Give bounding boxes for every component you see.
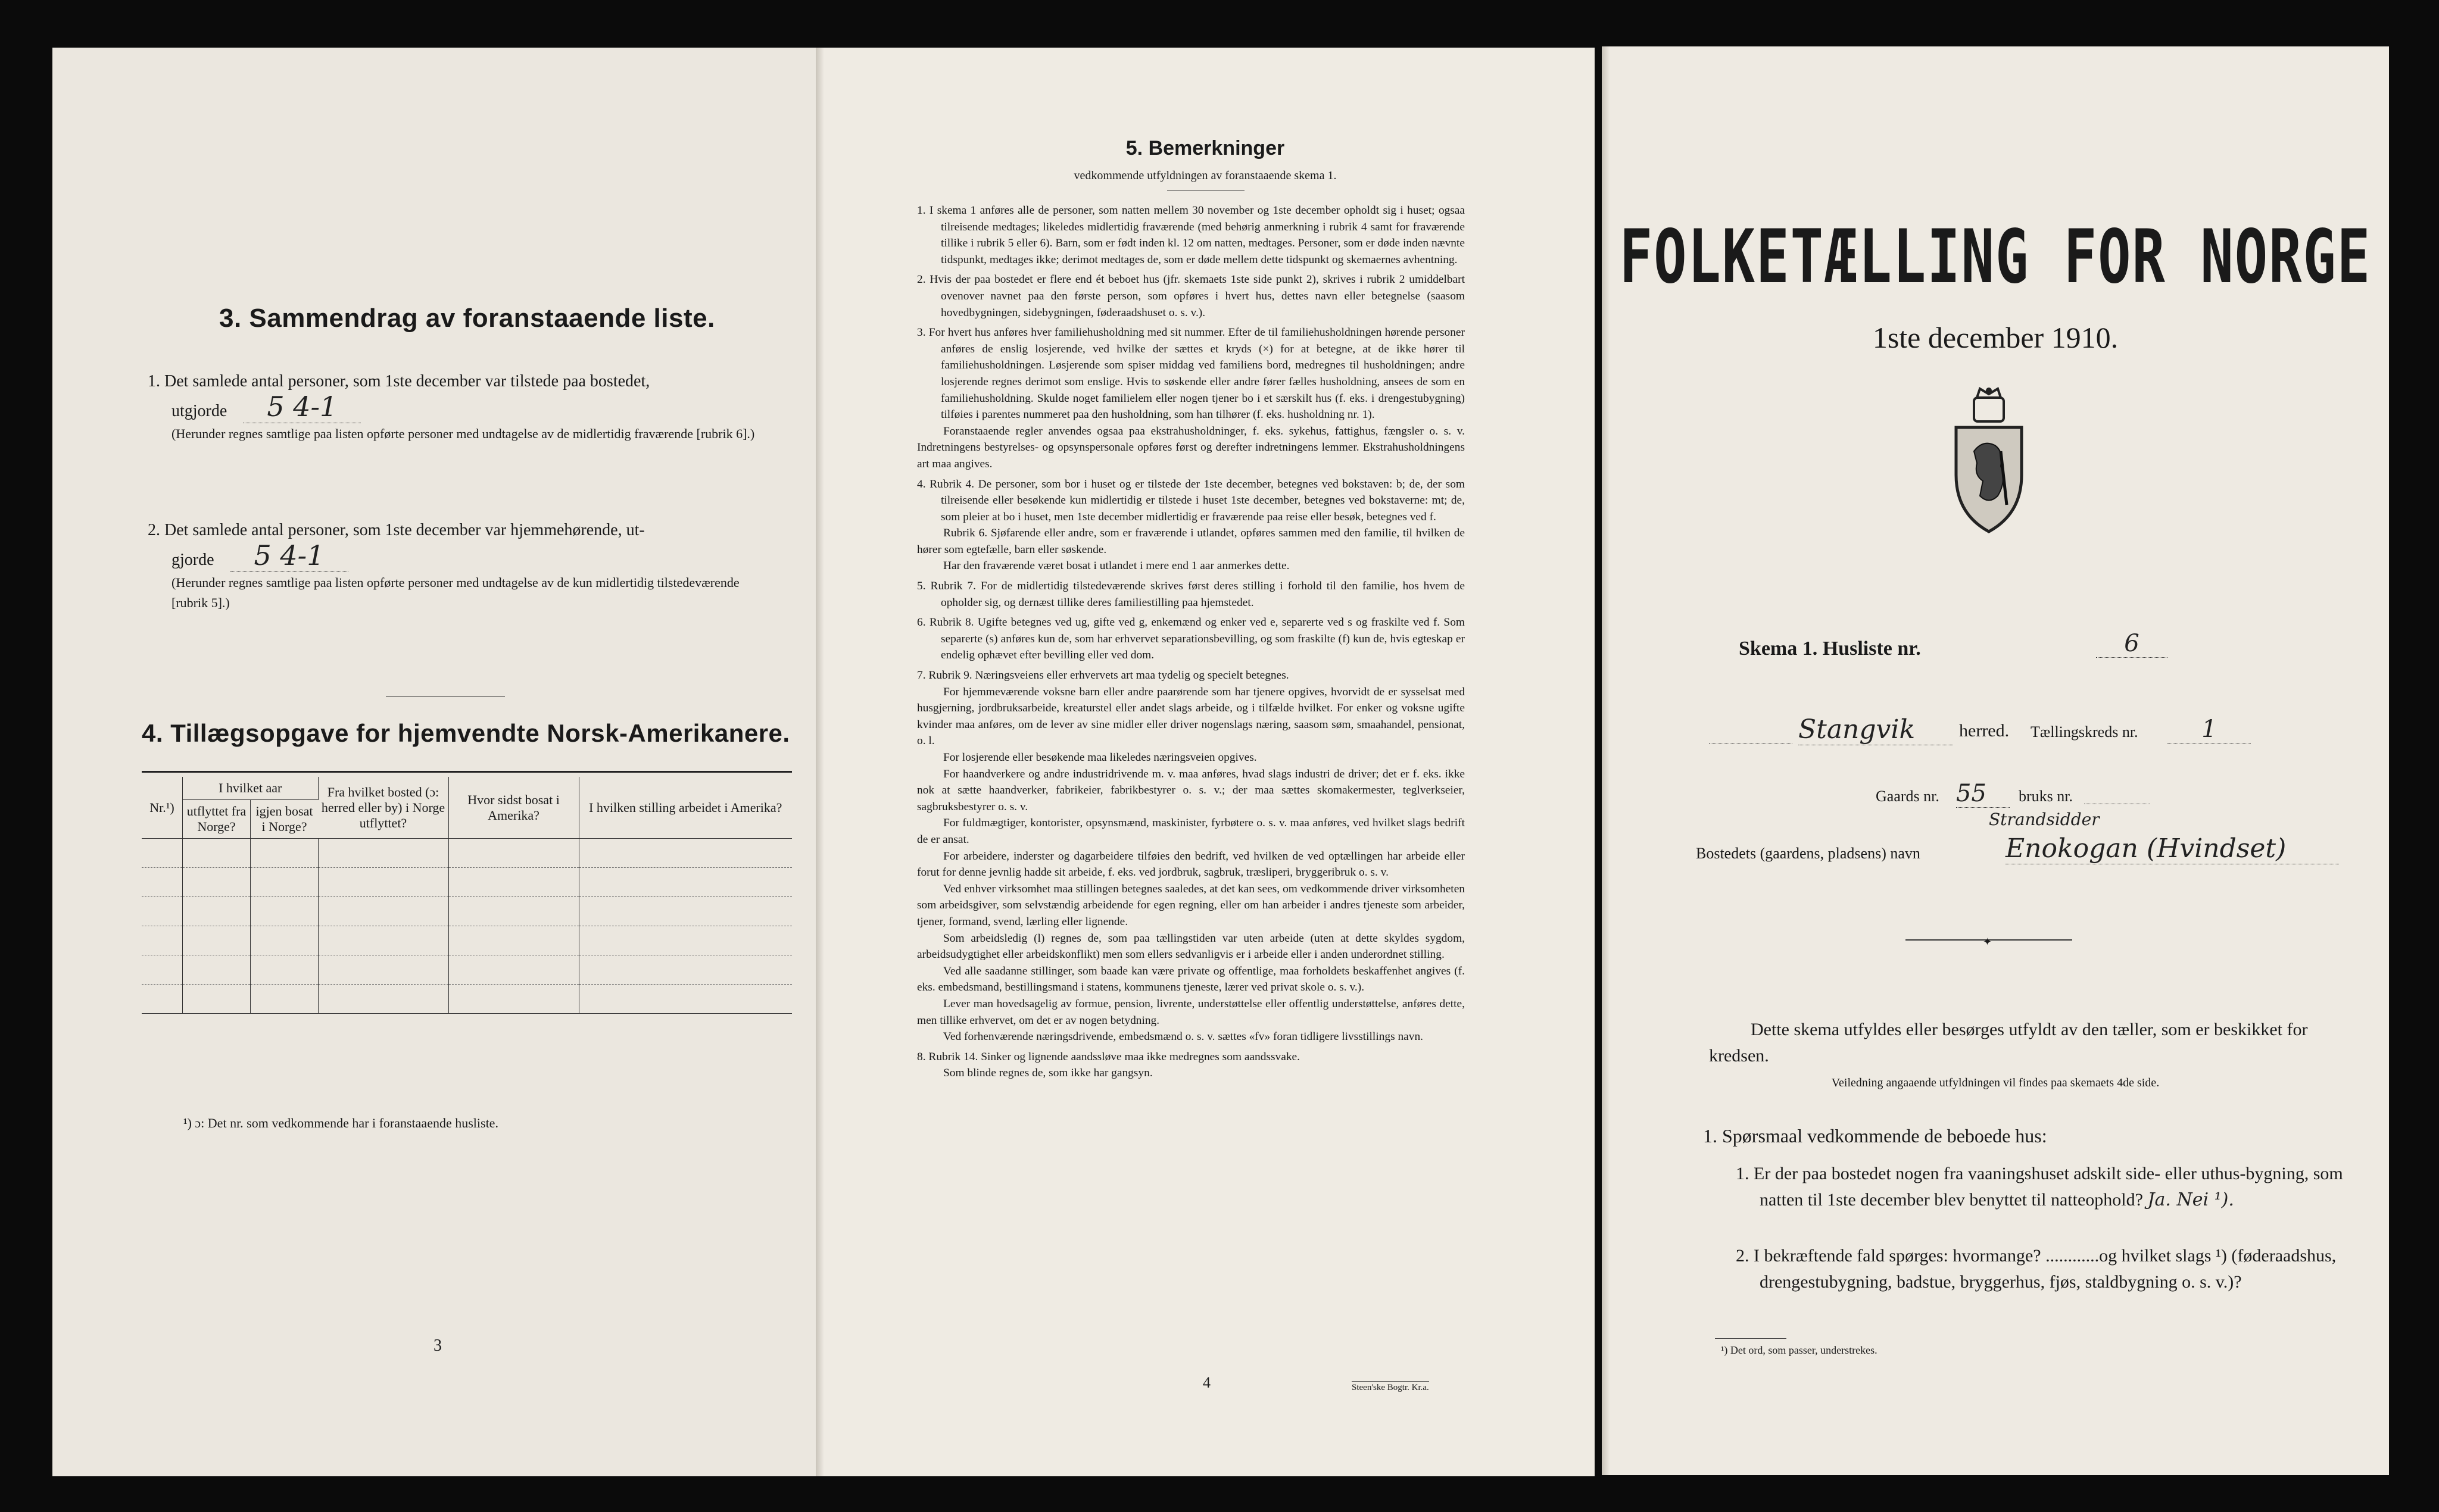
bosted-row [1696, 833, 2381, 874]
remark-paragraph: Ved forhenværende næringsdrivende, embedsmænd o. s. v. sættes «fv» foran tidligere livsstillings navn. [943, 1030, 1424, 1044]
remark-paragraph: 7. Rubrik 9. Næringsveiens eller erhvervets art maa tydelig og specielt betegnes. [917, 669, 1289, 682]
remark-paragraph: Ved alle saadanne stillinger, som baade kan være private og offentlige, maa forholdets beskaffenhet angives (f. eks. embedsmand, bestillingsmand i statens, kommunens tjeneste, lærer ved privat skole o. s. v.). [917, 964, 1465, 994]
gaard-row [1876, 780, 2352, 813]
remark-paragraph: 1. I skema 1 anføres alle de personer, som natten mellem 30 november og 1ste december opholdt sig i huset; ogsaa tilreisende medtages; likeledes midlertidig fraværende (med behørig anmerkning i rubrik 4 samt for fraværende tillike i rubrik 5 eller 6). Barn, som er født inden kl. 12 om natten, medtages. Personer, som er døde inden nævnte tidspunkt, medtages ikke; derimot medtages de, som er døde mellem dette tidspunkt og skemaernes avhentning. [917, 204, 1465, 266]
census-title: FOLKETÆLLING FOR NORGE [1619, 214, 2372, 300]
intro-text: Dette skema utfyldes eller besørges utfyldt av den tæller, som er beskikket for kredsen. [1709, 1020, 2308, 1066]
remark-paragraph: Lever man hovedsagelig av formue, pension, livrente, understøttelse eller offentlig understøttelse, anføres dette, men tillike erhvervet, om det er av nogen betydning. [917, 997, 1465, 1027]
item1-line1: 1. Det samlede antal personer, som 1ste december var tilstede paa bostedet, [148, 372, 650, 391]
remark-paragraph: Som blinde regnes de, som ikke har gangsyn. [943, 1067, 1153, 1080]
section3-item2 [148, 518, 803, 613]
table-row [142, 839, 792, 868]
herred-label: herred. [1959, 721, 2010, 741]
section3-item1 [148, 369, 803, 444]
item2-value: 5 4-1 [230, 539, 348, 572]
q1-1-text: 1. Er der paa bostedet nogen fra vaaningshuset adskilt side- eller uthus-bygning, som natten til 1ste december blev benyttet til natteophold? [1736, 1164, 2343, 1210]
item1-line2: utgjorde [171, 402, 227, 420]
remark-paragraph: 8. Rubrik 14. Sinker og lignende aandssløve maa ikke medregnes som aandssvake. [917, 1050, 1300, 1063]
herred-value: Stangvik [1798, 714, 1953, 745]
section3-title: 3. Sammendrag av foranstaaende liste. [219, 304, 715, 333]
skema-label: Skema 1. Husliste nr. [1739, 638, 1921, 660]
item1-note: (Herunder regnes samtlige paa listen opførte personer med undtagelse av de midlertidig fraværende [rubrik 6].) [171, 426, 755, 441]
middle-page [816, 48, 1595, 1476]
bosted-label: Bostedets (gaardens, pladsens) navn [1696, 845, 1920, 862]
remarks-body [917, 202, 1465, 1082]
table-row [142, 985, 792, 1014]
remark-paragraph: 6. Rubrik 8. Ugifte betegnes ved ug, gifte ved g, enkemænd og enker ved e, separerte ved s og fraskilte ved f. Som separerte (s) anføres kun de, som har erhvervet separationsbevilling, og som fraskilte (f) kun de, hvis egteskap er endelig ophævet efter bevilling eller ved dom. [917, 616, 1465, 662]
page-number-left: 3 [433, 1336, 442, 1355]
table-footnote: ¹) ɔ: Det nr. som vedkommende har i foranstaaende husliste. [183, 1116, 498, 1130]
remark-paragraph: For fuldmægtiger, kontorister, opsynsmænd, maskinister, fyrbøtere o. s. v. maa anføres, ved hvilket slags bedrift de er ansat. [917, 817, 1465, 846]
remarks-title: 5. Bemerkninger [1125, 137, 1285, 160]
norsk-amerikanere-table [142, 777, 792, 1014]
right-footnote: ¹) Det ord, som passer, understrekes. [1721, 1344, 1877, 1356]
gaard-label: Gaards nr. [1876, 788, 1939, 805]
q1-title: 1. Spørsmaal vedkommende de beboede hus: [1703, 1125, 2047, 1147]
col-emigrated: utflyttet fra Norge? [183, 800, 251, 839]
right-page [1602, 46, 2389, 1475]
item2-note: (Herunder regnes samtlige paa listen opførte personer med undtagelse av de kun midlertidig tilstedeværende [rubrik 5].) [171, 575, 740, 610]
fold-shadow [816, 48, 824, 1476]
coat-of-arms-icon [1947, 386, 2031, 535]
col-group: I hvilket aar [183, 777, 319, 800]
col-nr: Nr.¹) [142, 777, 183, 839]
remarks-subtitle: vedkommende utfyldningen av foranstaaende skema 1. [1074, 169, 1337, 182]
bosted-value: Enokogan (Hvindset) [2006, 833, 2339, 864]
item2-line2: gjorde [171, 551, 214, 569]
col-last-america: Hvor sidst bosat i Amerika? [448, 777, 579, 839]
remark-paragraph: 3. For hvert hus anføres hver familiehusholdning med sit nummer. Efter de til familiehusholdningen hørende personer anføres de enslig losjerende, ved hvilke der sættes et kryds (×) for at betegne, at de ikke hører til familiehusholdningen. Løsjerende som spiser middag ved familiens bord, medregnes til husholdningen; andre losjerende regnes derimot som enslige. Hvis to søskende eller andre fører fælles husholdning, ansees de som en familiehusholdning. Skulde noget familielem eller nogen tjener bo i et særskilt hus (f. eks. i drengestubygning) tilføies i parentes nummeret paa den husholdning, som han tilhører (f. eks. husholdning nr. 1). [917, 326, 1465, 421]
col-from-place: Fra hvilket bosted (ɔ: herred eller by) i Norge utflyttet? [318, 777, 448, 839]
kreds-value: 1 [2167, 716, 2251, 743]
bosted-above: Strandsidder [1989, 810, 2100, 829]
remark-paragraph: Rubrik 6. Sjøfarende eller andre, som er fraværende i utlandet, opføres sammen med den familie, til hvilken de hører som egtefælle, barn eller søskende. [917, 527, 1465, 556]
q1-2: 2. I bekræftende fald spørges: hvormange? ............og hvilket slags ¹) (føderaadshus, drengestubygning, badstue, bryggerhus, fjøs, staldbygning o. s. v.)? [1736, 1246, 2337, 1292]
remark-paragraph: 5. Rubrik 7. For de midlertidig tilstedeværende skrives først deres stilling i forhold til den familie, hos hvem de opholder sig, og dernæst tillike deres familiestilling paa hjemstedet. [917, 580, 1465, 609]
divider [1167, 190, 1245, 191]
herred-row [1709, 714, 2382, 748]
remark-paragraph: Har den fraværende været bosat i utlandet i mere end 1 aar anmerkes dette. [943, 560, 1290, 573]
table-row [142, 897, 792, 926]
left-page [52, 48, 816, 1476]
col-position: I hvilken stilling arbeidet i Amerika? [579, 777, 792, 839]
divider [1715, 1338, 1786, 1339]
item2-line1: 2. Det samlede antal personer, som 1ste december var hjemmehørende, ut- [148, 521, 645, 539]
item1-value: 5 4-1 [243, 391, 361, 423]
q1-1-answer: Ja. Nei ¹). [2147, 1189, 2234, 1210]
remark-paragraph: Som arbeidsledig (l) regnes de, som paa tællingstiden var uten arbeide (uten at dette skyldes sygdom, arbeidsudygtighet eller arbeidskonflikt) men som ellers sedvanligvis er i arbeide eller i anden underordnet stilling. [917, 932, 1465, 961]
divider [386, 696, 505, 697]
remark-paragraph: 2. Hvis der paa bostedet er flere end ét beboet hus (jfr. skemaets 1ste side punkt 2), skrives i rubrik 2 umiddelbart ovenover navnet paa den første person, som opføres i hvert hus, dettes navn eller betegnelse (saasom hovedbygningen, sidebygningen, føderaadshuset o. s. v.). [917, 273, 1465, 319]
ornament-icon: ✦ [1983, 936, 1992, 948]
remark-paragraph: For hjemmeværende voksne barn eller andre paarørende som har tjenere opgives, hvorvidt de er sysselsat med husgjerning, jordbruksarbeide, kreaturstel eller andet slags arbeide, og i tilfælde hvilket. For enker og voksne ugifte kvinder maa anføres, om de lever av sine midler eller driver nogenslags næring, saasom søm, smaahandel, pensionat, o. l. [917, 685, 1465, 748]
kreds-label: Tællingskreds nr. [2031, 723, 2138, 741]
remark-paragraph: Foranstaaende regler anvendes ogsaa paa ekstrahusholdninger, f. eks. sykehus, fattighus, fængsler o. s. v. Indretningens bestyrelses- og opsynspersonale opføres først og derefter indretningens lemmer. Ekstrahusholdningens art maa angives. [917, 424, 1465, 470]
table-row [142, 955, 792, 985]
remark-paragraph: 4. Rubrik 4. De personer, som bor i huset og er tilstede der 1ste december, betegnes ved bokstaven: b; de, der som tilreisende eller besøkende kun midlertidig er tilstede i huset 1ste december, betegnes ved bokstaverne: mt; de, som pleier at bo i huset, men 1ste december midlertidig er fraværende paa reise eller besøk, betegnes ved f. [917, 477, 1465, 523]
page-number-middle: 4 [1203, 1374, 1211, 1391]
remark-paragraph: For arbeidere, inderster og dagarbeidere tilføies den bedrift, ved hvilken de ved optællingen har arbeide eller forut for denne jevnlig hadde sit arbeide, f. eks. ved jordbruk, sagbruk, træsliperi, bryggeribruk o. s. v. [917, 849, 1465, 879]
table-row [142, 926, 792, 955]
col-returned: igjen bosat i Norge? [251, 800, 319, 839]
section4-title: 4. Tillægsopgave for hjemvendte Norsk-Amerikanere. [142, 719, 790, 747]
printer-mark: Steen'ske Bogtr. Kr.a. [1352, 1381, 1429, 1393]
guidance-text: Veiledning angaaende utfyldningen vil findes paa skemaets 4de side. [1831, 1076, 2160, 1089]
gaard-value: 55 [1956, 780, 2010, 808]
census-date: 1ste december 1910. [1872, 321, 2119, 354]
remark-paragraph: For haandverkere og andre industridrivende m. v. maa anføres, hvad slags industri de driver; det er f. eks. ikke nok at sætte haandverker, fabrikeier, fabrikbestyrer o. s. v.; der maa sættes skomakermester, teglverkseier, sagbruksbestyrer o. s. v. [917, 767, 1465, 813]
bruk-label: bruks nr. [2019, 788, 2073, 805]
table-top-rule [142, 771, 792, 773]
remark-paragraph: Ved enhver virksomhet maa stillingen betegnes saaledes, at det kan sees, om vedkommende driver virksomheten som arbeidsgiver, som selvstændig arbeidende for egen regning, eller om han arbeider i andres tjeneste som arbeider, tjener, formand, svend, lærling eller lignende. [917, 882, 1465, 928]
table-row [142, 868, 792, 897]
remark-paragraph: For losjerende eller besøkende maa likeledes næringsveien opgives. [943, 751, 1257, 764]
husliste-nr: 6 [2096, 630, 2167, 658]
q1-1 [1736, 1161, 2389, 1213]
